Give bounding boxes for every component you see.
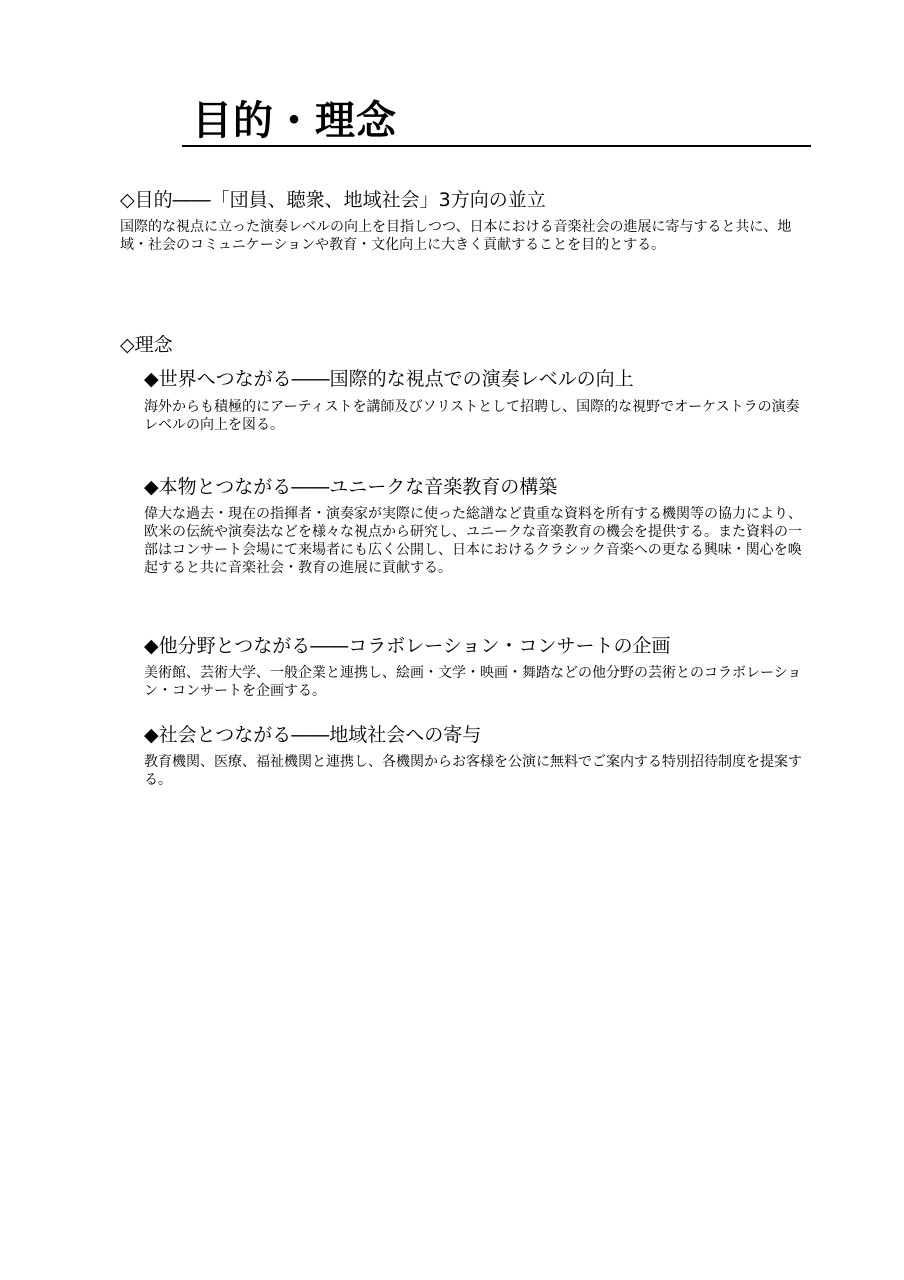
philosophy-item-collaboration-body: 美術館、芸術大学、一般企業と連携し、絵画・文学・映画・舞踏などの他分野の芸術とのコラボレーション・コンサートを企画する。 xyxy=(144,665,802,699)
title-underline xyxy=(182,145,811,147)
page-title: 目的・理念 xyxy=(192,98,397,144)
purpose-body: 国際的な視点に立った演奏レベルの向上を目指しつつ、日本における音楽社会の進展に寄与すると共に、地域・社会のコミュニケーションや教育・文化向上に大きく貢献することを目的とする。 xyxy=(120,219,792,253)
philosophy-heading: ◇理念 xyxy=(120,334,173,356)
philosophy-item-authentic-heading: ◆本物とつながる――ユニークな音楽教育の構築 xyxy=(144,476,558,498)
philosophy-item-authentic-body: 偉大な過去・現在の指揮者・演奏家が実際に使った総譜など貴重な資料を所有する機関等の協力により、欧米の伝統や演奏法などを様々な視点から研究し、ユニークな音楽教育の機会を提供する。また資料の一部はコンサート会場にて来場者にも広く公開し、日本におけるクラシック音楽への更なる興味・関心を喚起すると共に音楽社会・教育の進展に貢献する。 xyxy=(144,506,802,576)
philosophy-item-collaboration-heading: ◆他分野とつながる――コラボレーション・コンサートの企画 xyxy=(144,635,671,657)
purpose-heading: ◇目的――「団員、聴衆、地域社会」3方向の並立 xyxy=(120,189,546,211)
philosophy-item-world-body: 海外からも積極的にアーティストを講師及びソリストとして招聘し、国際的な視野でオーケストラの演奏レベルの向上を図る。 xyxy=(144,399,800,433)
philosophy-item-society-heading: ◆社会とつながる――地域社会への寄与 xyxy=(144,724,482,746)
philosophy-item-world-heading: ◆世界へつながる――国際的な視点での演奏レベルの向上 xyxy=(144,368,634,390)
philosophy-item-society-body: 教育機関、医療、福祉機関と連携し、各機関からお客様を公演に無料でご案内する特別招待制度を提案する。 xyxy=(144,754,802,788)
